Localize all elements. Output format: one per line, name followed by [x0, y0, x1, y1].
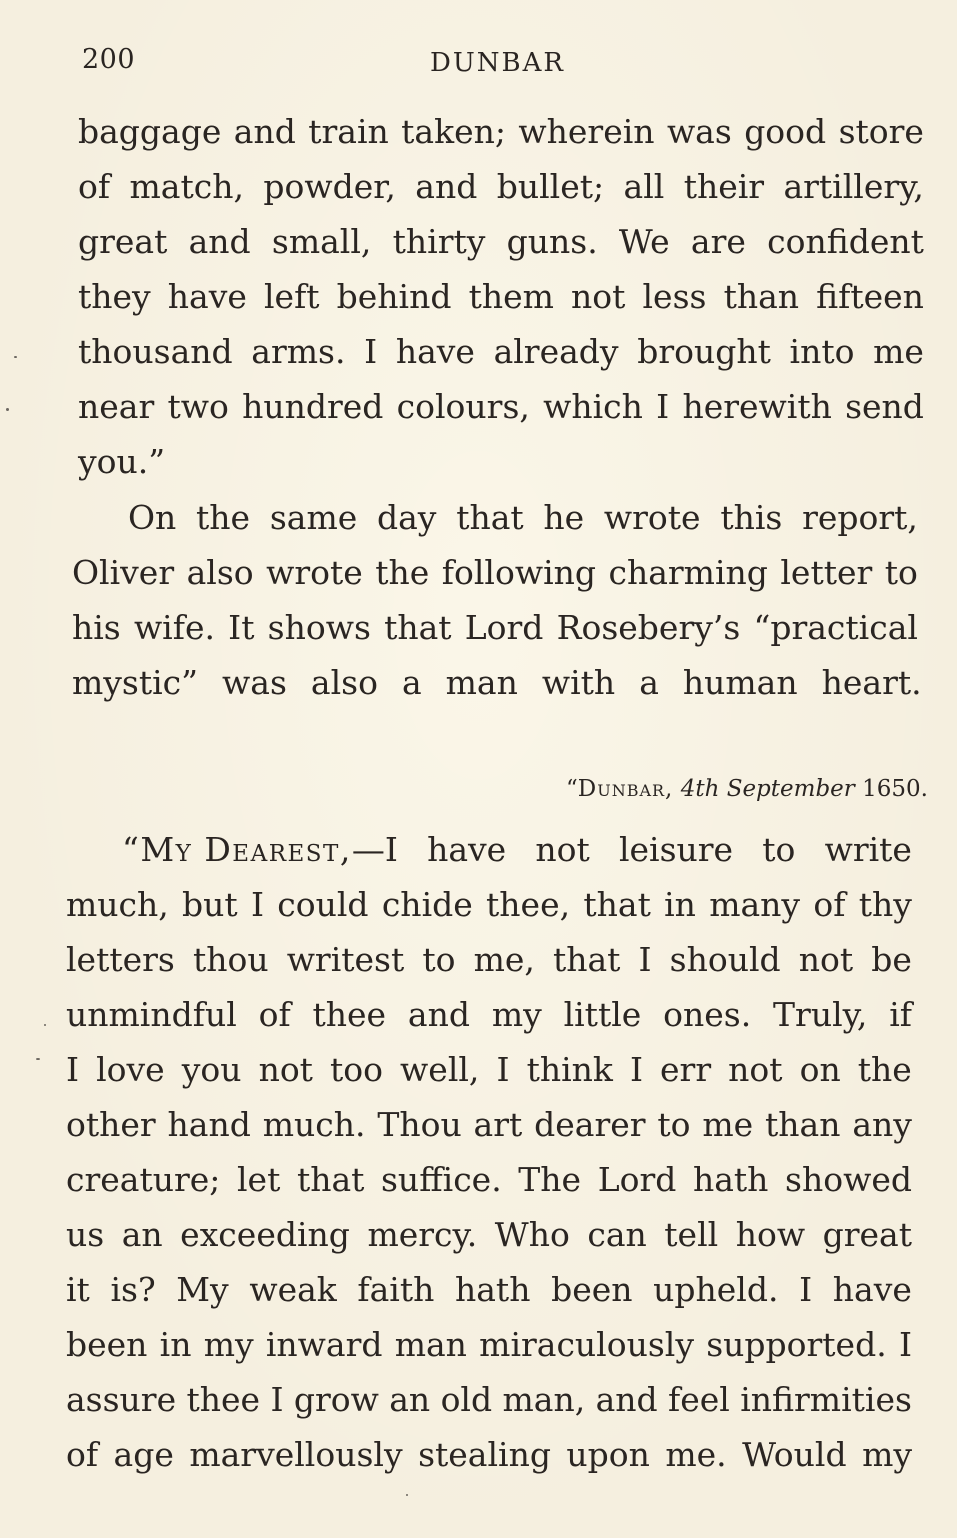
text-line [66, 885, 912, 940]
word: unmindful [66, 995, 237, 1034]
word: man [394, 1325, 467, 1364]
word: heart. [821, 663, 922, 702]
word: and [595, 1380, 658, 1419]
word: not [571, 277, 626, 316]
word: not [535, 830, 590, 869]
word: that [296, 1160, 365, 1199]
word: of [258, 995, 291, 1034]
text-line [72, 498, 918, 553]
word: feel [668, 1380, 730, 1419]
word: ones. [663, 995, 752, 1034]
word: guns. [506, 222, 598, 261]
word: was [222, 663, 287, 702]
word: confident [767, 222, 924, 261]
word: you [181, 1050, 242, 1089]
page-number: 200 [82, 44, 136, 75]
word: to [422, 940, 456, 979]
word: us [66, 1215, 105, 1254]
word: my [203, 1325, 254, 1364]
paper-speck [6, 408, 9, 411]
word: let [237, 1160, 281, 1199]
word: I [496, 1050, 510, 1089]
word: near [78, 387, 155, 426]
word: on [799, 1050, 841, 1089]
word: than [765, 1105, 841, 1144]
word: I [250, 885, 264, 924]
dateline-year: 1650. [862, 776, 928, 802]
word: following [441, 553, 597, 592]
text-line [66, 940, 912, 995]
word: thousand [78, 332, 233, 371]
word: to [657, 1105, 691, 1144]
word: letter [780, 553, 873, 592]
word: but [182, 885, 238, 924]
word: been [66, 1325, 148, 1364]
paper-speck [14, 356, 17, 358]
running-title: DUNBAR [430, 48, 565, 78]
word: letters [66, 940, 175, 979]
word: my [491, 995, 542, 1034]
word: supported. [706, 1325, 887, 1364]
word: of [66, 1435, 99, 1474]
word: little [563, 995, 642, 1034]
word: My [176, 1270, 229, 1309]
word: taken; [401, 112, 506, 151]
word: have [167, 277, 247, 316]
word: “practical [753, 608, 918, 647]
running-head [82, 44, 922, 84]
word: On [128, 498, 177, 537]
dateline-place: Dunbar, [577, 776, 674, 802]
word: train [308, 112, 389, 151]
word: charming [608, 553, 768, 592]
word: thou [192, 940, 269, 979]
word: and [415, 167, 478, 206]
paper-speck [44, 1024, 46, 1026]
word: faith [357, 1270, 435, 1309]
word: me [702, 1105, 754, 1144]
word: arms. [251, 332, 346, 371]
word: an [121, 1215, 163, 1254]
word: well, [400, 1050, 480, 1089]
word: can [587, 1215, 647, 1254]
word: Would [742, 1435, 847, 1474]
text-line [72, 608, 918, 663]
word: I [898, 1325, 912, 1364]
word: We [618, 222, 670, 261]
word: upheld. [653, 1270, 779, 1309]
word: bullet; [496, 167, 605, 206]
letter-first-line [66, 830, 912, 885]
word: and [233, 112, 296, 151]
paragraph-1 [78, 112, 924, 497]
word: not [798, 940, 854, 979]
word: which [543, 387, 643, 426]
word: left [263, 277, 320, 316]
word: chide [381, 885, 473, 924]
text-line [66, 1270, 912, 1325]
word: my [862, 1435, 912, 1474]
word: also [186, 553, 254, 592]
word: they [78, 277, 151, 316]
text-line [72, 553, 918, 608]
letter-body [66, 830, 912, 1490]
word: wrote [603, 498, 701, 537]
text-line [66, 1105, 912, 1160]
word: of [78, 167, 111, 206]
word: miraculously [479, 1325, 694, 1364]
word: thy [858, 885, 912, 924]
word: exceeding [180, 1215, 350, 1254]
text-line [66, 1380, 912, 1435]
word: thee [312, 995, 387, 1034]
word: send [845, 387, 924, 426]
word: wrote [266, 553, 363, 592]
word: It [228, 608, 255, 647]
word: Truly, [773, 995, 868, 1034]
word: thee [186, 1380, 261, 1419]
word: them [468, 277, 554, 316]
text-line [78, 442, 924, 497]
text-line [66, 995, 912, 1050]
text-line [78, 112, 924, 167]
word: inward [265, 1325, 383, 1364]
word: you.” [78, 442, 166, 481]
text-line [78, 167, 924, 222]
word: I [364, 332, 378, 371]
word: brought [637, 332, 771, 371]
word: this [720, 498, 783, 537]
word: age [113, 1435, 174, 1474]
dateline-open-quote: “ [566, 776, 578, 802]
word: hath [692, 1160, 769, 1199]
letter-first-line-rest [352, 830, 912, 869]
text-line [66, 1050, 912, 1105]
word: grow [293, 1380, 379, 1419]
text-line [66, 1215, 912, 1270]
word: leisure [618, 830, 734, 869]
word: much, [66, 885, 169, 924]
word: the [196, 498, 251, 537]
word: suffice. [381, 1160, 502, 1199]
word: weak [249, 1270, 337, 1309]
word: it [66, 1270, 90, 1309]
word: tell [664, 1215, 719, 1254]
word: wife. [133, 608, 215, 647]
word: herewith [682, 387, 832, 426]
word: assure [66, 1380, 177, 1419]
word: have [427, 830, 507, 869]
word: all [623, 167, 665, 206]
word: that [384, 608, 452, 647]
word: shows [267, 608, 371, 647]
word: I [799, 1270, 813, 1309]
word: baggage [78, 112, 222, 151]
paper-speck [36, 1058, 40, 1060]
word: be [871, 940, 912, 979]
word: that [456, 498, 524, 537]
word: could [277, 885, 369, 924]
word: hand [167, 1105, 251, 1144]
word: fifteen [816, 277, 924, 316]
word: mercy. [367, 1215, 478, 1254]
word: I [66, 1050, 80, 1089]
word: marvellously [189, 1435, 403, 1474]
word: report, [802, 498, 918, 537]
word: small, [271, 222, 372, 261]
word: me. [665, 1435, 727, 1474]
word: an [389, 1380, 431, 1419]
word: same [269, 498, 358, 537]
word: Lord [464, 608, 544, 647]
word: Lord [597, 1160, 677, 1199]
word: that [583, 885, 651, 924]
word: showed [785, 1160, 912, 1199]
text-line [72, 663, 922, 718]
word: write [824, 830, 912, 869]
word: a [639, 663, 659, 702]
word: not [728, 1050, 783, 1089]
word: is? [110, 1270, 156, 1309]
word: too [330, 1050, 383, 1089]
word: of [813, 885, 846, 924]
word: Oliver [72, 553, 175, 592]
word: thee, [486, 885, 571, 924]
word: not [258, 1050, 313, 1089]
word: hundred [242, 387, 384, 426]
word: been [551, 1270, 633, 1309]
word: with [541, 663, 616, 702]
text-line [78, 332, 924, 387]
word: match, [129, 167, 244, 206]
word: Who [494, 1215, 570, 1254]
dateline-date: 4th September [680, 776, 855, 802]
word: the [375, 553, 430, 592]
word: human [682, 663, 798, 702]
word: colours, [396, 387, 530, 426]
word: in [159, 1325, 192, 1364]
word: Rosebery’s [556, 608, 741, 647]
word: to [884, 553, 918, 592]
word: wherein [518, 112, 655, 151]
word: into [789, 332, 855, 371]
word: are [690, 222, 746, 261]
word: also [310, 663, 378, 702]
word: already [493, 332, 619, 371]
word: powder, [263, 167, 396, 206]
word: dearer [534, 1105, 646, 1144]
word: the [857, 1050, 912, 1089]
word: have [832, 1270, 912, 1309]
word: any [852, 1105, 912, 1144]
word: many [709, 885, 801, 924]
word: and [407, 995, 470, 1034]
word: man [445, 663, 518, 702]
word: less [642, 277, 707, 316]
word: to [762, 830, 796, 869]
paragraph-2 [72, 498, 922, 718]
word: other [66, 1105, 156, 1144]
text-line [78, 222, 924, 277]
word: should [669, 940, 781, 979]
word: that [552, 940, 621, 979]
word: much. [262, 1105, 366, 1144]
letter-dateline [566, 776, 928, 802]
text-line [78, 387, 924, 442]
word: The [518, 1160, 582, 1199]
word: good [744, 112, 827, 151]
word: if [889, 995, 912, 1034]
word: I [629, 1050, 643, 1089]
text-line [66, 1435, 912, 1490]
word: think [526, 1050, 613, 1089]
word: great [78, 222, 168, 261]
word: thirty [392, 222, 486, 261]
word: how [735, 1215, 806, 1254]
text-line [66, 1325, 912, 1380]
word: mystic” [72, 663, 199, 702]
text-line [66, 1160, 912, 1215]
word: in [664, 885, 696, 924]
word: artillery, [783, 167, 924, 206]
paper-speck [406, 1494, 408, 1496]
word: two [167, 387, 229, 426]
word: art [473, 1105, 523, 1144]
word: creature; [66, 1160, 221, 1199]
word: stealing [418, 1435, 551, 1474]
word: have [395, 332, 475, 371]
letter-salutation: “My Dearest, [122, 830, 352, 869]
word: me, [473, 940, 535, 979]
word: than [723, 277, 800, 316]
word: behind [336, 277, 452, 316]
word: me [873, 332, 924, 371]
text-line [78, 277, 924, 332]
word: upon [566, 1435, 650, 1474]
word: writest [286, 940, 405, 979]
word: was [666, 112, 732, 151]
word: man, [502, 1380, 586, 1419]
word: I [270, 1380, 284, 1419]
word: and [188, 222, 251, 261]
word: —I [351, 830, 398, 869]
word: a [401, 663, 422, 702]
word: hath [455, 1270, 531, 1309]
word: Thou [377, 1105, 462, 1144]
word: err [660, 1050, 712, 1089]
word: day [377, 498, 437, 537]
word: love [96, 1050, 165, 1089]
word: he [543, 498, 585, 537]
word: old [440, 1380, 493, 1419]
word: infirmities [740, 1380, 912, 1419]
word: store [838, 112, 924, 151]
word: great [822, 1215, 912, 1254]
word: his [72, 608, 121, 647]
word: their [683, 167, 765, 206]
word: I [638, 940, 652, 979]
word: I [656, 387, 670, 426]
